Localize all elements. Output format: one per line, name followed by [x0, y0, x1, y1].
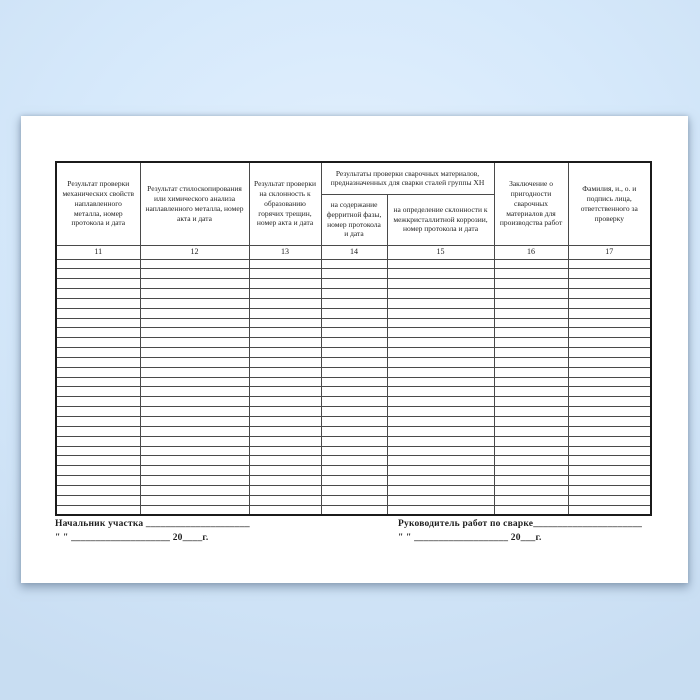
empty-cell	[494, 407, 568, 417]
table-row	[56, 328, 651, 338]
empty-cell	[321, 426, 387, 436]
empty-cell	[387, 387, 494, 397]
empty-cell	[56, 338, 140, 348]
empty-cell	[387, 485, 494, 495]
empty-cell	[568, 466, 651, 476]
empty-cell	[321, 397, 387, 407]
empty-cell	[387, 367, 494, 377]
empty-cell	[494, 308, 568, 318]
header-col-15: на определение склонности к межкристаллитной коррозии, номер протокола и дата	[387, 194, 494, 245]
empty-cell	[568, 308, 651, 318]
empty-cell	[249, 377, 321, 387]
date-quotes: " "	[55, 532, 69, 543]
empty-cell	[56, 495, 140, 505]
empty-cell	[494, 377, 568, 387]
empty-cell	[321, 476, 387, 486]
empty-cell	[249, 495, 321, 505]
empty-cell	[387, 446, 494, 456]
empty-cell	[56, 426, 140, 436]
empty-cell	[321, 269, 387, 279]
signature-title-line	[398, 518, 642, 532]
empty-cell	[494, 338, 568, 348]
empty-cell	[494, 485, 568, 495]
empty-cell	[56, 289, 140, 299]
table-row	[56, 417, 651, 427]
empty-cell	[387, 357, 494, 367]
empty-cell	[140, 338, 249, 348]
empty-cell	[249, 426, 321, 436]
empty-cell	[387, 476, 494, 486]
empty-cell	[321, 259, 387, 269]
date-blank: ____________________	[71, 532, 171, 543]
empty-cell	[494, 259, 568, 269]
empty-cell	[56, 259, 140, 269]
signature-blank: _____________________	[145, 519, 250, 529]
empty-cell	[494, 387, 568, 397]
empty-cell	[321, 328, 387, 338]
column-number-12: 12	[140, 245, 249, 259]
empty-cell	[56, 308, 140, 318]
table-row	[56, 407, 651, 417]
empty-cell	[494, 505, 568, 515]
empty-cell	[568, 279, 651, 289]
empty-cell	[387, 348, 494, 358]
column-number-17: 17	[568, 245, 651, 259]
table-row	[56, 476, 651, 486]
empty-cell	[249, 456, 321, 466]
empty-cell	[387, 436, 494, 446]
empty-cell	[387, 279, 494, 289]
empty-cell	[321, 466, 387, 476]
empty-cell	[568, 485, 651, 495]
empty-cell	[140, 279, 249, 289]
table-row	[56, 466, 651, 476]
empty-cell	[140, 495, 249, 505]
empty-cell	[568, 476, 651, 486]
header-col-17: Фамилия, и., о. и подпись лица, ответственного за проверку	[568, 162, 651, 245]
year-blank: ___	[520, 532, 536, 543]
empty-cell	[140, 318, 249, 328]
empty-cell	[321, 417, 387, 427]
empty-cell	[140, 505, 249, 515]
empty-cell	[494, 269, 568, 279]
empty-cell	[568, 377, 651, 387]
empty-cell	[140, 289, 249, 299]
header-col-14: на содержание ферритной фазы, номер протокола и дата	[321, 194, 387, 245]
table-row	[56, 456, 651, 466]
empty-cell	[56, 397, 140, 407]
date-blank: ___________________	[414, 532, 509, 543]
empty-cell	[494, 476, 568, 486]
empty-cell	[494, 426, 568, 436]
empty-cell	[494, 466, 568, 476]
year-prefix: 20	[172, 532, 183, 543]
empty-cell	[249, 466, 321, 476]
table-row	[56, 298, 651, 308]
empty-cell	[140, 426, 249, 436]
empty-cell	[249, 367, 321, 377]
signature-blank: ______________________	[533, 519, 643, 529]
empty-cell	[321, 505, 387, 515]
header-col-12: Результат стилоскопирования или химического анализа наплавленного металла, номер акта и дата	[140, 162, 249, 245]
table-row	[56, 426, 651, 436]
table-row	[56, 279, 651, 289]
empty-cell	[568, 397, 651, 407]
table-row	[56, 357, 651, 367]
empty-cell	[140, 466, 249, 476]
empty-cell	[494, 417, 568, 427]
empty-cell	[568, 259, 651, 269]
empty-cell	[56, 357, 140, 367]
column-number-row	[56, 245, 651, 259]
table-row	[56, 397, 651, 407]
empty-cell	[249, 417, 321, 427]
table-row	[56, 289, 651, 299]
table-row	[56, 308, 651, 318]
empty-cell	[568, 436, 651, 446]
empty-cell	[140, 397, 249, 407]
empty-cell	[387, 298, 494, 308]
empty-cell	[568, 269, 651, 279]
empty-cell	[249, 357, 321, 367]
empty-cell	[56, 407, 140, 417]
empty-cell	[321, 377, 387, 387]
empty-cell	[494, 446, 568, 456]
empty-cell	[387, 338, 494, 348]
empty-cell	[387, 456, 494, 466]
column-number-13: 13	[249, 245, 321, 259]
empty-cell	[321, 348, 387, 358]
paper-sheet	[21, 116, 688, 583]
table-row	[56, 377, 651, 387]
empty-cell	[140, 436, 249, 446]
empty-cell	[568, 387, 651, 397]
empty-cell	[321, 338, 387, 348]
empty-cell	[568, 407, 651, 417]
empty-cell	[568, 417, 651, 427]
empty-cell	[249, 476, 321, 486]
empty-cell	[494, 318, 568, 328]
table-row	[56, 505, 651, 515]
empty-cell	[494, 289, 568, 299]
empty-cell	[321, 318, 387, 328]
empty-cell	[140, 259, 249, 269]
empty-cell	[568, 495, 651, 505]
empty-cell	[140, 328, 249, 338]
table-row	[56, 495, 651, 505]
empty-cell	[140, 298, 249, 308]
empty-cell	[140, 348, 249, 358]
empty-cell	[56, 476, 140, 486]
empty-cell	[568, 505, 651, 515]
empty-cell	[249, 318, 321, 328]
header-group-14-15: Результаты проверки сварочных материалов, предназначенных для сварки сталей группы ХН	[321, 162, 494, 194]
empty-cell	[494, 495, 568, 505]
table-row	[56, 436, 651, 446]
table-header	[56, 162, 651, 259]
column-number-14: 14	[321, 245, 387, 259]
table-row	[56, 367, 651, 377]
empty-cell	[387, 426, 494, 436]
empty-cell	[494, 367, 568, 377]
empty-cell	[56, 387, 140, 397]
table-row	[56, 259, 651, 269]
signature-block-left	[55, 518, 250, 545]
empty-cell	[249, 407, 321, 417]
empty-cell	[249, 485, 321, 495]
empty-cell	[249, 259, 321, 269]
empty-cell	[387, 308, 494, 318]
empty-cell	[249, 446, 321, 456]
signature-title-line	[55, 518, 250, 532]
empty-cell	[387, 397, 494, 407]
empty-cell	[568, 289, 651, 299]
empty-cell	[249, 397, 321, 407]
table-row	[56, 485, 651, 495]
empty-cell	[494, 328, 568, 338]
empty-cell	[568, 357, 651, 367]
empty-cell	[140, 446, 249, 456]
year-prefix: 20	[510, 532, 521, 543]
signature-title: Руководитель работ по сварке	[398, 519, 534, 529]
empty-cell	[140, 367, 249, 377]
empty-cell	[56, 298, 140, 308]
empty-cell	[56, 269, 140, 279]
empty-cell	[249, 279, 321, 289]
empty-cell	[494, 397, 568, 407]
column-number-11: 11	[56, 245, 140, 259]
empty-cell	[56, 505, 140, 515]
empty-cell	[321, 298, 387, 308]
table-row	[56, 387, 651, 397]
empty-cell	[321, 289, 387, 299]
column-number-15: 15	[387, 245, 494, 259]
empty-cell	[387, 495, 494, 505]
empty-cell	[56, 446, 140, 456]
empty-cell	[494, 279, 568, 289]
year-suffix: г.	[535, 532, 542, 543]
empty-cell	[140, 387, 249, 397]
empty-cell	[387, 318, 494, 328]
empty-cell	[140, 407, 249, 417]
empty-cell	[249, 505, 321, 515]
empty-cell	[387, 289, 494, 299]
empty-cell	[56, 367, 140, 377]
year-blank: ____	[182, 532, 203, 543]
column-number-16: 16	[494, 245, 568, 259]
empty-cell	[568, 328, 651, 338]
empty-cell	[321, 357, 387, 367]
header-col-16: Заключение о пригодности сварочных материалов для производства работ	[494, 162, 568, 245]
empty-cell	[321, 495, 387, 505]
empty-cell	[321, 436, 387, 446]
empty-cell	[249, 308, 321, 318]
empty-cell	[249, 289, 321, 299]
empty-cell	[568, 446, 651, 456]
table-row	[56, 269, 651, 279]
welding-log-table	[55, 161, 652, 516]
empty-cell	[387, 259, 494, 269]
empty-cell	[568, 348, 651, 358]
empty-cell	[321, 308, 387, 318]
empty-cell	[321, 407, 387, 417]
empty-cell	[568, 318, 651, 328]
empty-cell	[568, 426, 651, 436]
empty-cell	[56, 328, 140, 338]
empty-cell	[249, 269, 321, 279]
empty-cell	[568, 298, 651, 308]
empty-cell	[140, 456, 249, 466]
empty-cell	[321, 485, 387, 495]
empty-cell	[140, 377, 249, 387]
empty-cell	[321, 456, 387, 466]
table-row	[56, 348, 651, 358]
empty-cell	[494, 436, 568, 446]
empty-cell	[387, 328, 494, 338]
empty-cell	[387, 407, 494, 417]
empty-cell	[387, 269, 494, 279]
empty-cell	[249, 298, 321, 308]
empty-cell	[140, 417, 249, 427]
signature-title: Начальник участка	[55, 519, 144, 529]
empty-cell	[56, 466, 140, 476]
empty-cell	[140, 485, 249, 495]
empty-cell	[387, 505, 494, 515]
empty-cell	[56, 485, 140, 495]
empty-cell	[56, 318, 140, 328]
empty-cell	[494, 357, 568, 367]
empty-cell	[494, 456, 568, 466]
empty-cell	[140, 308, 249, 318]
header-col-11: Результат проверки механических свойств наплавленного металла, номер протокола и дата	[56, 162, 140, 245]
empty-cell	[56, 377, 140, 387]
empty-cell	[249, 328, 321, 338]
empty-cell	[140, 269, 249, 279]
empty-cell	[321, 446, 387, 456]
empty-cell	[568, 338, 651, 348]
empty-cell	[56, 348, 140, 358]
year-suffix: г.	[202, 532, 209, 543]
empty-cell	[56, 417, 140, 427]
empty-cell	[568, 367, 651, 377]
empty-cell	[140, 476, 249, 486]
empty-cell	[56, 279, 140, 289]
date-quotes: " "	[398, 532, 412, 543]
empty-rows	[56, 259, 651, 515]
table-row	[56, 446, 651, 456]
empty-cell	[321, 279, 387, 289]
empty-cell	[387, 417, 494, 427]
empty-cell	[249, 436, 321, 446]
header-col-13: Результат проверки на склонность к образованию горячих трещин, номер акта и дата	[249, 162, 321, 245]
signature-date-line	[55, 532, 250, 546]
empty-cell	[321, 387, 387, 397]
empty-cell	[568, 456, 651, 466]
empty-cell	[249, 338, 321, 348]
signature-block-right	[398, 518, 642, 545]
empty-cell	[387, 377, 494, 387]
empty-cell	[56, 456, 140, 466]
signature-date-line	[398, 532, 642, 546]
empty-cell	[56, 436, 140, 446]
table-row	[56, 318, 651, 328]
empty-cell	[494, 348, 568, 358]
empty-cell	[140, 357, 249, 367]
empty-cell	[321, 367, 387, 377]
empty-cell	[249, 387, 321, 397]
empty-cell	[387, 466, 494, 476]
empty-cell	[494, 298, 568, 308]
table-row	[56, 338, 651, 348]
empty-cell	[249, 348, 321, 358]
